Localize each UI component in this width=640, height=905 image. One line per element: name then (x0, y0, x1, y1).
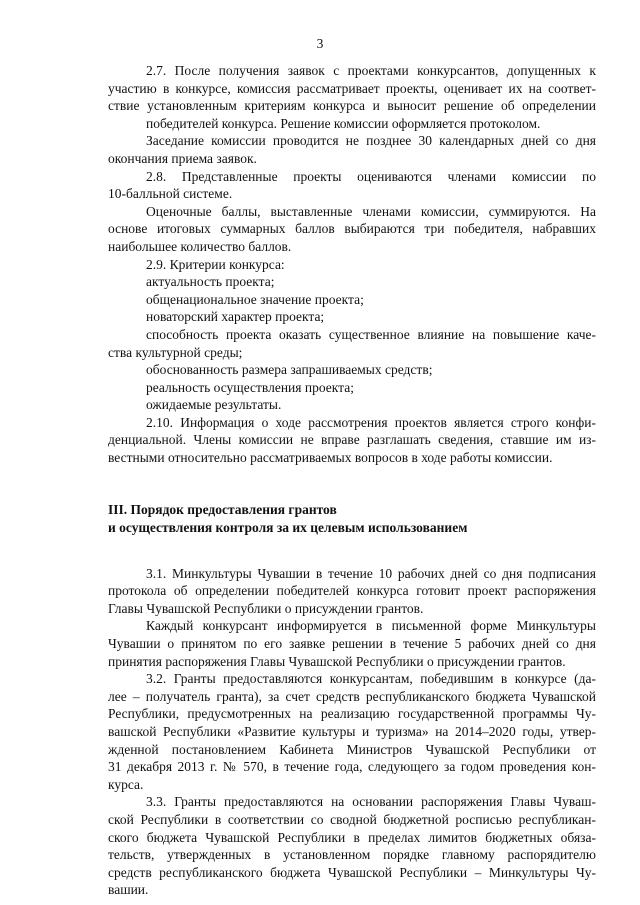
para-2-7-line-1: 2.7. После получения заявок с проектами конкурсантов, допущенных к (146, 63, 596, 78)
para-3-3-line-1: 3.3. Гранты предоставляются на основании распоряжения Главы Чуваш- (146, 794, 596, 810)
para-3-3-line-5: средств республиканского бюджета Чувашской Республики – Минкультуры Чу- (108, 864, 596, 880)
para-inform-line-2: Чувашии о принятом по его заявке решении в течение 5 рабочих дней со дня (108, 636, 596, 652)
para-inform-line-3: принятия распоряжения Главы Чувашской Республики о присуждении грантов. (108, 653, 566, 669)
para-3-3-line-2: ской Республики в соответствии со сводной бюджетной росписью республикан- (108, 811, 596, 827)
para-3-3-line-6: вашии. (108, 882, 149, 898)
para-3-2-line-4: вашской Республики «Развитие культуры и туризма» на 2014–2020 годы, утвер- (108, 724, 596, 739)
criterion-item-line-1: способность проекта оказать существенное влияние на повышение каче- (146, 326, 596, 342)
para-2-7-line-2: участию в конкурсе, комиссия рассматривает проекты, оценивает их на соответ- (108, 80, 596, 96)
para-scores-line-1: Оценочные баллы, выставленные членами комиссии, суммируются. На (146, 203, 596, 219)
para-3-2-line-7: курса. (108, 776, 144, 792)
criterion-item: ожидаемые результаты. (146, 397, 282, 413)
criterion-item: реальность осуществления проекта; (146, 379, 354, 395)
para-2-10-line-1: 2.10. Информация о ходе рассмотрения проектов является строго конфи- (146, 414, 596, 430)
para-2-10-line-3: вестными относительно рассматриваемых вопросов в ходе работы комиссии. (108, 450, 553, 466)
criterion-item: общенациональное значение проекта; (146, 291, 364, 307)
criterion-item: новаторский характер проекта; (146, 309, 325, 325)
para-scores-line-3: наибольшее количество баллов. (108, 238, 292, 254)
para-2-8-line-1: 2.8. Представленные проекты оцениваются членами комиссии по (146, 168, 596, 184)
para-3-2-line-1: 3.2. Гранты предоставляются конкурсантам, победившим в конкурсе (да- (146, 671, 596, 687)
para-3-2-line-6: 31 декабря 2013 г. № 570, в течение года, следующего за годом проведения кон- (108, 759, 596, 775)
para-3-1-line-2: протокола об определении победителей конкурса готовит проект распоряжения (108, 583, 596, 599)
para-3-2-line-5: жденной постановлением Кабинета Министров Чувашской Республики от (108, 741, 596, 757)
section-title-line-1: III. Порядок предоставления грантов (108, 501, 337, 517)
para-3-1-line-3: Главы Чувашской Республики о присуждении грантов. (108, 600, 424, 616)
criterion-item: обоснованность размера запрашиваемых средств; (146, 362, 433, 378)
document-body (108, 62, 596, 899)
para-3-3-line-4: тельств, утвержденных в установленном порядке главному распорядителю (108, 847, 596, 863)
para-2-7-line-4: победителей конкурса. Решение комиссии оформляется протоколом. (146, 115, 541, 131)
para-3-2-line-3: Республики, предусмотренных на реализацию государственной программы Чу- (108, 706, 596, 722)
section-title-line-2: и осуществления контроля за их целевым использованием (108, 519, 468, 535)
para-2-7-line-3: ствие установленным критериям конкурса и выносит решение об определении (108, 98, 596, 114)
para-2-10-line-2: денциальной. Члены комиссии не вправе разглашать сведения, ставшие им из- (108, 432, 596, 448)
para-3-1-line-1: 3.1. Минкультуры Чувашии в течение 10 рабочих дней со дня подписания (146, 565, 596, 581)
para-meeting-line-2: окончания приема заявок. (108, 150, 257, 166)
para-scores-line-2: основе итоговых суммарных баллов выбираются три победителя, набравших (108, 221, 596, 237)
para-3-2-line-2: лее – получатель гранта), за счет средств республиканского бюджета Чувашской (108, 688, 596, 704)
criterion-item-line-2: ства культурной среды; (108, 344, 243, 360)
para-inform-line-1: Каждый конкурсант информируется в письменной форме Минкультуры (146, 618, 596, 634)
para-2-8-line-2: 10-балльной системе. (108, 186, 233, 202)
para-3-3-line-3: ского бюджета Чувашской Республики в пределах лимитов бюджетных обяза- (108, 829, 596, 845)
para-2-9: 2.9. Критерии конкурса: (146, 256, 285, 272)
criterion-item: актуальность проекта; (146, 274, 275, 290)
para-meeting-line-1: Заседание комиссии проводится не позднее 30 календарных дней со дня (146, 133, 596, 149)
page-number: 3 (316, 36, 324, 51)
